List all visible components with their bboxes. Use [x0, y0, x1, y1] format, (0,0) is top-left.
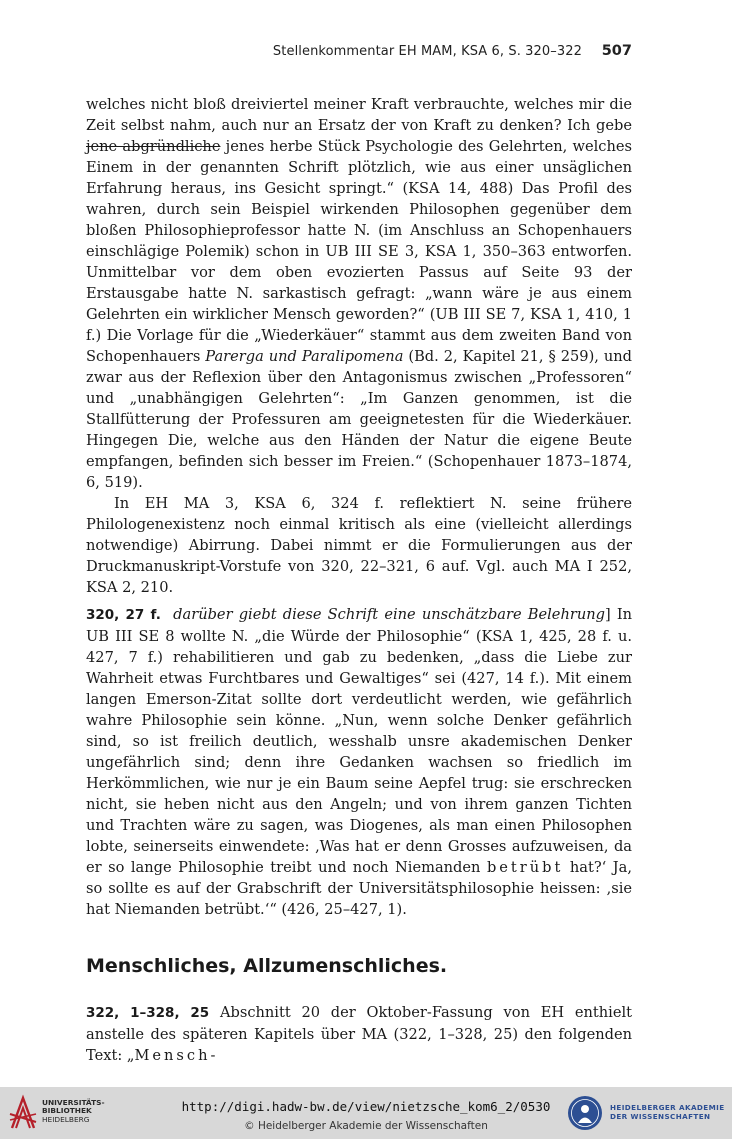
text-run: ] In UB III SE 8 wollte N. „die Würde der Philosophie“ (KSA 1, 425, 28 f. u. 427, 7 f.) rehabilitieren und gab zu bedenken, „dass die Liebe zur Wahrheit etwas Furchtbares und Gewaltiges“ sei (427, 14 f.). Mit einem langen Emerson-Zitat sollte dort verdeutlicht werden, wie gefährlich wahre Philosophie sein könne. „Nun, wenn solche Denker gefährlich sind, so ist freilich deutlich, wesshalb unsre akademischen Denker ungefährlich sind; denn ihre Gedanken wachsen so friedlich im Herkömmlichen, wie nur je ein Baum seine Aepfel trug: sie erschrecken nicht, sie heben nicht aus den Angeln; und von ihrem ganzen Tichten und Trachten wäre zu sagen, was Diogenes, als man einen Philosophen lobte, seinerseits einwendete: ‚Was hat er denn Grosses aufzuweisen, da er so lange Philosophie treibt und noch Niemanden [86, 606, 632, 876]
lemma-text: darüber giebt diese Schrift eine unschätzbare Belehrung [173, 606, 605, 623]
work-title: Parerga und Paralipomena [205, 348, 404, 365]
spaced-text: Mensch- [134, 1047, 219, 1064]
struck-text: jene abgründliche [86, 138, 221, 155]
section-heading: Menschliches, Allzumenschliches. [86, 955, 448, 977]
library-line: BIBLIOTHEK [42, 1106, 92, 1116]
running-head [86, 44, 632, 64]
academy-line: DER WISSENSCHAFTEN [610, 1112, 711, 1121]
copyright-notice: © Heidelberger Akademie der Wissenschaften [244, 1120, 488, 1132]
text-run: jenes herbe Stück Psychologie des Gelehrten, welches Einem in der genannten Schrift plötzlich, wie aus einer unsäglichen Erfahrung heraus, ins Gesicht springt.“ (KSA 14, 488) Das Profil des wahren, durch sein Beispiel wirkenden Philosophen gegenüber dem bloßen Philosophieprofessor hatte N. (im Anschluss an Schopenhauers einschlägige Polemik) schon in UB III SE 3, KSA 1, 350–363 entworfen. Unmittelbar vor dem oben evozierten Passus auf Seite 93 der Erstausgabe hatte N. sarkastisch gefragt: „wann wäre je aus einem Gelehrten ein wirklicher Mensch geworden?“ (UB III SE 7, KSA 1, 410, 1 f.) Die Vorlage für die „Wiederkäuer“ stammt aus dem zweiten Band von Schopenhauers [86, 138, 632, 365]
academy-name [610, 1103, 725, 1121]
page-number: 507 [601, 43, 632, 59]
academy-line: HEIDELBERGER AKADEMIE [610, 1103, 725, 1112]
paragraph-ma3: In EH MA 3, KSA 6, 324 f. reflektiert N. seine frühere Philologenexistenz noch einmal kritisch als eine (vielleicht allerdings notwendige) Abirrung. Dabei nimmt er die Formulierungen aus der Druckmanuskript-Vorstufe von 320, 22–321, 6 auf. Vgl. auch MA I 252, KSA 2, 210. [86, 495, 632, 596]
commentary-entry-322-1 [86, 1002, 632, 1066]
commentary-entry-320-27 [86, 604, 632, 920]
entry-reference: 322, 1–328, 25 [86, 1005, 210, 1021]
page-body [86, 94, 632, 1066]
text-run: welches nicht bloß dreiviertel meiner Kraft verbrauchte, welches mir die Zeit selbst nahm, auch nur an Ersatz der von Kraft zu denken? Ich gebe [86, 96, 632, 134]
text-run: (Bd. 2, Kapitel 21, § 259), und zwar aus der Reflexion über den Antagonismus zwischen „Professoren“ und „unabhängigen Gelehrten“: „Im Ganzen genommen, ist die Stallfütterung der Professuren am geeignetesten für die Wiederkäuer. Hingegen Die, welche aus den Händen der Natur die eigene Beute empfangen, befinden sich besser im Freien.“ (Schopenhauer 1873–1874, 6, 519). [86, 348, 632, 491]
library-line: HEIDELBERG [42, 1114, 90, 1124]
paragraph-continuation [86, 94, 632, 493]
library-line: UNIVERSITÄTS- [42, 1098, 105, 1107]
text-run: Abschnitt 20 der Oktober-Fassung von EH enthielt anstelle des späteren Kapitels über MA (322, 1–328, 25) den folgenden Text: „ [86, 1004, 632, 1064]
spaced-text: betrübt [486, 859, 564, 876]
entry-reference: 320, 27 f. [86, 607, 161, 623]
permalink-url[interactable]: http://digi.hadw-bw.de/view/nietzsche_kom6_2/0530 [181, 1099, 551, 1114]
text-run: hat?‘ Ja, so sollte es auf der Grabschrift der Universitätsphilosophie heissen: ‚sie hat Niemanden betrübt.‘“ (426, 25–427, 1). [86, 859, 632, 918]
footer-bar [0, 1087, 732, 1139]
academy-seal-icon [566, 1094, 604, 1132]
running-title: Stellenkommentar EH MAM, KSA 6, S. 320–322 [272, 44, 582, 59]
